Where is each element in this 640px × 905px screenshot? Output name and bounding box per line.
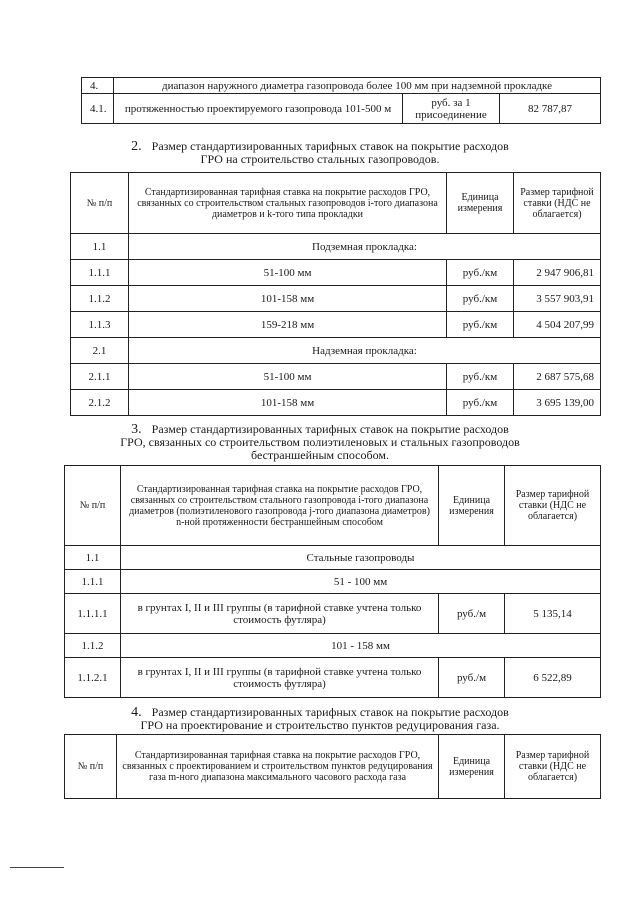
section-number: 4. (131, 705, 142, 720)
row-description: в грунтах I, II и III группы (в тарифной ставке учтена только стоимость футляра) (121, 594, 439, 634)
table-header-row (65, 735, 601, 799)
section-title-line: ГРО, связанных со строительством полиэтиленовых и стальных газопроводов (120, 435, 520, 449)
table-row (71, 260, 601, 286)
table-row (71, 338, 601, 364)
row-description: 101-158 мм (129, 286, 447, 312)
section-title-line: Размер стандартизированных тарифных ставок на покрытие расходов (151, 705, 509, 719)
table-row (82, 78, 601, 94)
table-row (65, 594, 601, 634)
row-value: 2 947 906,81 (514, 260, 601, 286)
row-value: 5 135,14 (505, 594, 601, 634)
table-header-row (65, 466, 601, 546)
section-title-line: Размер стандартизированных тарифных ставок на покрытие расходов (151, 139, 509, 153)
row-description: Надземная прокладка: (129, 338, 601, 364)
row-description: 51-100 мм (129, 260, 447, 286)
section-3-table (64, 465, 601, 698)
table-row (71, 286, 601, 312)
row-number: 1.1.3 (71, 312, 129, 338)
header-num: № п/п (71, 173, 129, 234)
section-3-heading (0, 423, 640, 462)
row-number: 1.1.2 (65, 634, 121, 658)
header-unit: Единица измерения (439, 735, 505, 799)
table-row (65, 634, 601, 658)
header-unit: Единица измерения (447, 173, 514, 234)
table-row (65, 658, 601, 698)
header-description: Стандартизированная тарифная ставка на покрытие расходов ГРО, связанных со строительством стального газопровода i-того диапазона диаметров (полиэтиленового газопровода j-того диапазона диаметров) n-ной протяженности бестраншейным способом (121, 466, 439, 546)
table-row (65, 570, 601, 594)
header-description: Стандартизированная тарифная ставка на покрытие расходов ГРО, связанных со строительством стальных газопроводов i-того диапазона диаметров и k-того типа прокладки (129, 173, 447, 234)
row-number: 2.1.1 (71, 364, 129, 390)
row-number: 2.1.2 (71, 390, 129, 416)
row-description: в грунтах I, II и III группы (в тарифной ставке учтена только стоимость футляра) (121, 658, 439, 698)
row-unit: руб./м (439, 594, 505, 634)
section-4-table (64, 734, 601, 799)
section-number: 2. (131, 139, 142, 154)
row-number: 1.1 (65, 546, 121, 570)
row-description: 101-158 мм (129, 390, 447, 416)
row-unit: руб./км (447, 390, 514, 416)
row-unit: руб. за 1 присоединение (403, 94, 500, 124)
header-num: № п/п (65, 735, 117, 799)
row-number: 1.1.1.1 (65, 594, 121, 634)
header-rate: Размер тарифной ставки (НДС не облагается) (514, 173, 601, 234)
row-description: диапазон наружного диаметра газопровода более 100 мм при надземной прокладке (114, 78, 601, 94)
row-description: протяженностью проектируемого газопровода 101-500 м (114, 94, 403, 124)
row-number: 2.1 (71, 338, 129, 364)
table-row (71, 312, 601, 338)
section-number: 3. (131, 422, 142, 437)
row-value: 4 504 207,99 (514, 312, 601, 338)
section-2-heading (0, 140, 640, 166)
section-title-line: ГРО на проектирование и строительство пунктов редуцирования газа. (140, 718, 500, 732)
row-description: Подземная прокладка: (129, 234, 601, 260)
row-description: 51-100 мм (129, 364, 447, 390)
table-row (65, 546, 601, 570)
row-number: 1.1.2.1 (65, 658, 121, 698)
top-table (81, 77, 601, 124)
header-rate: Размер тарифной ставки (НДС не облагается) (505, 466, 601, 546)
row-number: 4.1. (82, 94, 114, 124)
section-title-line: бестраншейным способом. (251, 448, 389, 462)
section-4-heading (0, 706, 640, 732)
row-number: 1.1.1 (71, 260, 129, 286)
table-header-row (71, 173, 601, 234)
row-value: 3 695 139,00 (514, 390, 601, 416)
table-row (71, 390, 601, 416)
row-number: 1.1.1 (65, 570, 121, 594)
row-description: Стальные газопроводы (121, 546, 601, 570)
header-unit: Единица измерения (439, 466, 505, 546)
row-description: 159-218 мм (129, 312, 447, 338)
row-description: 101 - 158 мм (121, 634, 601, 658)
table-row (82, 94, 601, 124)
row-unit: руб./м (439, 658, 505, 698)
row-description: 51 - 100 мм (121, 570, 601, 594)
section-title-line: Размер стандартизированных тарифных ставок на покрытие расходов (151, 422, 509, 436)
row-unit: руб./км (447, 286, 514, 312)
row-value: 2 687 575,68 (514, 364, 601, 390)
row-value: 82 787,87 (500, 94, 601, 124)
table-row (71, 364, 601, 390)
row-number: 4. (82, 78, 114, 94)
row-unit: руб./км (447, 260, 514, 286)
header-num: № п/п (65, 466, 121, 546)
row-number: 1.1.2 (71, 286, 129, 312)
header-description: Стандартизированная тарифная ставка на покрытие расходов ГРО, связанных с проектированием и строительством пунктов редуцирования газа m-ного диапазона максимального часового расхода газа (117, 735, 439, 799)
row-value: 6 522,89 (505, 658, 601, 698)
row-unit: руб./км (447, 364, 514, 390)
row-number: 1.1 (71, 234, 129, 260)
table-row (71, 234, 601, 260)
section-title-line: ГРО на строительство стальных газопроводов. (200, 152, 440, 166)
row-unit: руб./км (447, 312, 514, 338)
header-rate: Размер тарифной ставки (НДС не облагается) (505, 735, 601, 799)
footnote-divider (10, 867, 64, 868)
section-2-table (70, 172, 601, 416)
row-value: 3 557 903,91 (514, 286, 601, 312)
